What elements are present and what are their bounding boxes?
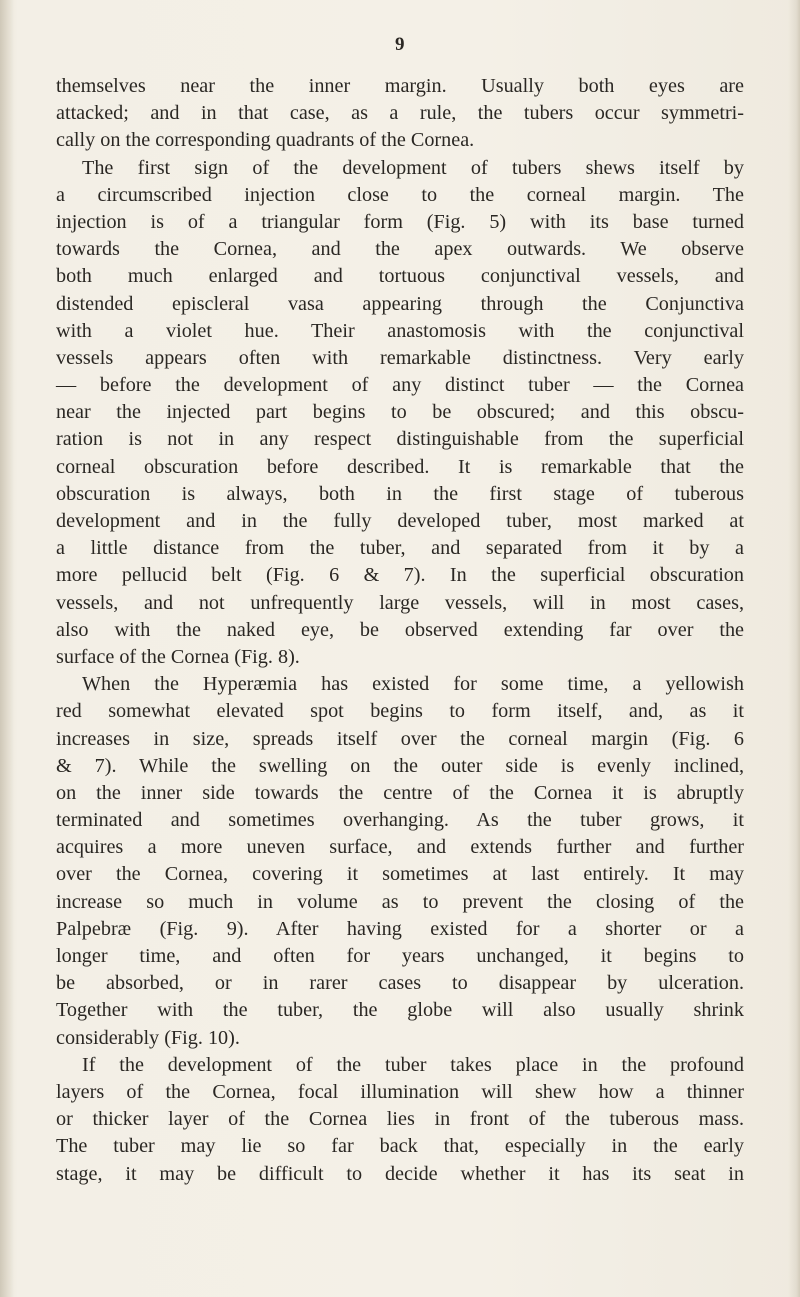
text-line: more pellucid belt (Fig. 6 & 7). In the superficial obscuration — [56, 564, 744, 587]
text-line: development and in the fully developed tuber, most marked at — [56, 510, 744, 532]
text-line: near the injected part begins to be obscured; and this obscu- — [56, 401, 744, 424]
text-line: — before the development of any distinct tuber — the Cornea — [56, 374, 744, 397]
text-line: themselves near the inner margin. Usually both eyes are — [56, 75, 744, 97]
text-line: increase so much in volume as to prevent the closing of the — [56, 890, 744, 913]
text-line: on the inner side towards the centre of the Cornea it is abruptly — [56, 781, 744, 804]
text-line: layers of the Cornea, focal illumination will shew how a thinner — [56, 1080, 744, 1103]
text-line: both much enlarged and tortuous conjunctival vessels, and — [56, 265, 744, 288]
text-line: vessels appears often with remarkable distinctness. Very early — [56, 346, 744, 369]
text-line: & 7). While the swelling on the outer side is evenly inclined, — [56, 754, 744, 777]
text-line: or thicker layer of the Cornea lies in front of the tuberous mass. — [56, 1108, 744, 1131]
page-number: 9 — [395, 34, 405, 55]
body-text — [56, 73, 744, 1188]
text-line: obscuration is always, both in the first stage of tuberous — [56, 482, 744, 505]
text-line: cally on the corresponding quadrants of the Cornea. — [56, 129, 475, 152]
text-line: a circumscribed injection close to the corneal margin. The — [56, 183, 744, 206]
text-line: If the development of the tuber takes place in the profound — [82, 1053, 744, 1076]
text-line: stage, it may be difficult to decide whether it has its seat in — [56, 1162, 744, 1185]
text-line: terminated and sometimes overhanging. As the tuber grows, it — [56, 809, 744, 832]
text-line: ration is not in any respect distinguishable from the superficial — [56, 428, 744, 451]
text-line: The first sign of the development of tubers shews itself by — [82, 156, 744, 179]
binding-shadow — [0, 0, 14, 1297]
text-line: Together with the tuber, the globe will also usually shrink — [56, 999, 744, 1022]
text-line: vessels, and not unfrequently large vessels, will in most cases, — [56, 591, 744, 614]
text-line: be absorbed, or in rarer cases to disappear by ulceration. — [56, 972, 744, 995]
text-line: also with the naked eye, be observed extending far over the — [56, 618, 744, 641]
text-line: a little distance from the tuber, and separated from it by a — [56, 537, 744, 560]
text-line: longer time, and often for years unchanged, it begins to — [56, 945, 744, 967]
text-line: increases in size, spreads itself over the corneal margin (Fig. 6 — [56, 727, 744, 750]
text-line: considerably (Fig. 10). — [56, 1026, 240, 1049]
text-line: surface of the Cornea (Fig. 8). — [56, 645, 300, 668]
text-line: over the Cornea, covering it sometimes at last entirely. It may — [56, 863, 744, 886]
text-line: attacked; and in that case, as a rule, the tubers occur symmetri- — [56, 102, 744, 125]
text-line: distended episcleral vasa appearing through the Conjunctiva — [56, 292, 744, 315]
text-line: with a violet hue. Their anastomosis with the conjunctival — [56, 319, 744, 342]
text-line: Palpebræ (Fig. 9). After having existed for a shorter or a — [56, 917, 744, 940]
text-line: corneal obscuration before described. It is remarkable that the — [56, 455, 744, 478]
text-line: acquires a more uneven surface, and extends further and further — [56, 836, 744, 859]
text-line: injection is of a triangular form (Fig. 5) with its base turned — [56, 210, 744, 233]
text-line: red somewhat elevated spot begins to form itself, and, as it — [56, 700, 744, 723]
page-edge — [788, 0, 800, 1297]
text-line: The tuber may lie so far back that, especially in the early — [56, 1135, 744, 1158]
text-line: When the Hyperæmia has existed for some time, a yellowish — [82, 673, 744, 696]
text-line: towards the Cornea, and the apex outwards. We observe — [56, 238, 744, 261]
